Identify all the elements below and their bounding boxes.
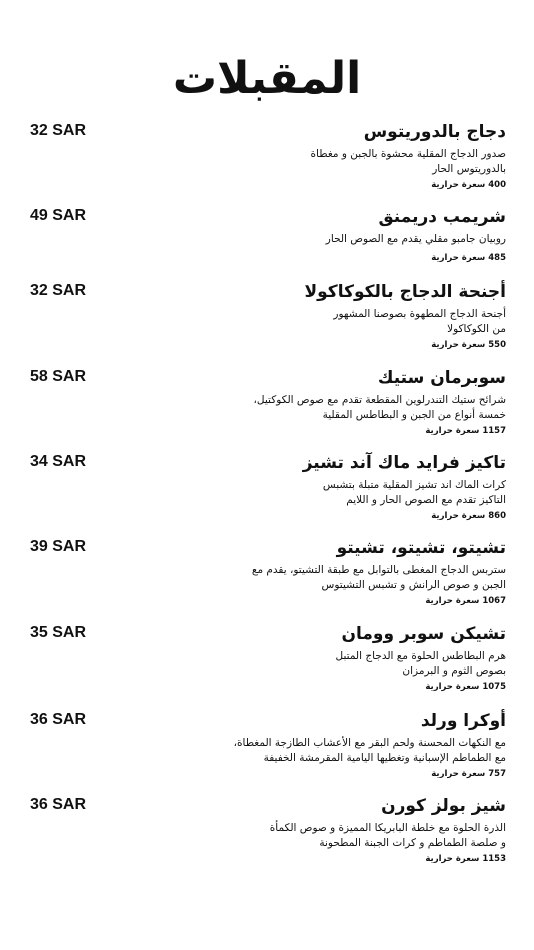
calorie-label: سعرة حرارية — [425, 426, 480, 436]
page-title: المقبلات — [172, 53, 362, 104]
item-name: تاكيز فرايد ماك آند تشيز — [302, 453, 506, 473]
item-description — [226, 478, 506, 508]
item-calories — [425, 681, 506, 693]
item-description-line: كرات الماك اند تشيز المقلية متبلة بتشبس — [322, 479, 506, 491]
item-name: تشيتو، تشيتو، تشيتو — [336, 538, 506, 558]
item-name: شريمب دريمنق — [378, 207, 506, 227]
item-description — [226, 232, 506, 247]
item-description-line: من الكوكاكولا — [447, 323, 506, 335]
item-description-line: الجبن و صوص الرانش و تشبس التشيتوس — [321, 579, 506, 591]
calorie-value: 1153 — [482, 854, 506, 864]
calorie-label: سعرة حرارية — [425, 854, 480, 864]
item-price: 58 SAR — [30, 368, 87, 385]
item-calories — [431, 252, 506, 264]
item-description — [226, 649, 506, 679]
item-price: 36 SAR — [30, 796, 87, 813]
item-calories — [431, 339, 506, 351]
item-description-line: هرم البطاطس الحلوة مع الدجاج المتبل — [335, 650, 506, 662]
item-description — [226, 307, 506, 337]
item-description — [226, 736, 506, 766]
item-price: 49 SAR — [30, 207, 87, 224]
item-calories — [431, 768, 506, 780]
item-calories — [425, 853, 506, 865]
item-name: سوبرمان ستيك — [377, 368, 506, 388]
item-description — [226, 147, 506, 177]
item-description-line: التاكيز تقدم مع الصوص الحار و اللايم — [346, 494, 506, 506]
item-price: 34 SAR — [30, 453, 87, 470]
calorie-value: 485 — [488, 253, 506, 263]
item-description-line: صدور الدجاج المقلية محشوة بالجبن و مغطاة — [310, 148, 506, 160]
item-calories — [431, 510, 506, 522]
item-price: 32 SAR — [30, 122, 87, 139]
calorie-label: سعرة حرارية — [425, 596, 480, 606]
calorie-value: 1075 — [482, 682, 506, 692]
calorie-label: سعرة حرارية — [431, 340, 486, 350]
item-description-line: ستربس الدجاج المغطى بالتوابل مع طبقة التشيتو، يقدم مع — [251, 564, 506, 576]
calorie-value: 400 — [488, 180, 506, 190]
calorie-label: سعرة حرارية — [431, 180, 486, 190]
item-description-line: شرائح ستيك التندرلوين المقطعة تقدم مع صوص الكوكتيل، — [253, 394, 506, 406]
item-name: أجنحة الدجاج بالكوكاكولا — [304, 282, 506, 302]
item-name: دجاج بالدوريتوس — [363, 122, 506, 142]
item-name: شيز بولز كورن — [381, 796, 506, 816]
calorie-value: 1067 — [482, 596, 506, 606]
item-price: 39 SAR — [30, 538, 87, 555]
item-description-line: بصوص الثوم و البرمزان — [402, 665, 506, 677]
item-calories — [425, 425, 506, 437]
calorie-label: سعرة حرارية — [431, 769, 486, 779]
item-description-line: الذرة الحلوة مع خلطة البابريكا المميزة و صوص الكمأة — [269, 822, 506, 834]
item-calories — [425, 595, 506, 607]
item-name: تشيكن سوبر وومان — [341, 624, 506, 644]
calorie-value: 1157 — [482, 426, 506, 436]
item-description-line: مع النكهات المحسنة ولحم البقر مع الأعشاب الطازجة المغطاة، — [233, 737, 506, 749]
item-description-line: خمسة أنواع من الجبن و البطاطس المقلية — [322, 409, 506, 421]
calorie-value: 757 — [488, 769, 506, 779]
item-description — [226, 563, 506, 593]
item-price: 35 SAR — [30, 624, 87, 641]
calorie-value: 860 — [488, 511, 506, 521]
calorie-label: سعرة حرارية — [431, 253, 486, 263]
item-price: 32 SAR — [30, 282, 87, 299]
calorie-label: سعرة حرارية — [431, 511, 486, 521]
calorie-value: 550 — [488, 340, 506, 350]
item-description-line: مع الطماطم الإسبانية وتغطيها اليامية المقرمشة الخفيفة — [263, 752, 506, 764]
item-calories — [431, 179, 506, 191]
item-description — [226, 821, 506, 851]
item-name: أوكرا ورلد — [420, 711, 506, 731]
item-description-line: روبيان جامبو مقلي يقدم مع الصوص الحار — [325, 233, 506, 245]
item-description-line: بالدوريتوس الحار — [432, 163, 506, 175]
item-description-line: أجنحة الدجاج المطهوة بصوصنا المشهور — [333, 308, 506, 320]
item-price: 36 SAR — [30, 711, 87, 728]
calorie-label: سعرة حرارية — [425, 682, 480, 692]
item-description — [226, 393, 506, 423]
item-description-line: و صلصة الطماطم و كرات الجبنة المطحونة — [319, 837, 506, 849]
